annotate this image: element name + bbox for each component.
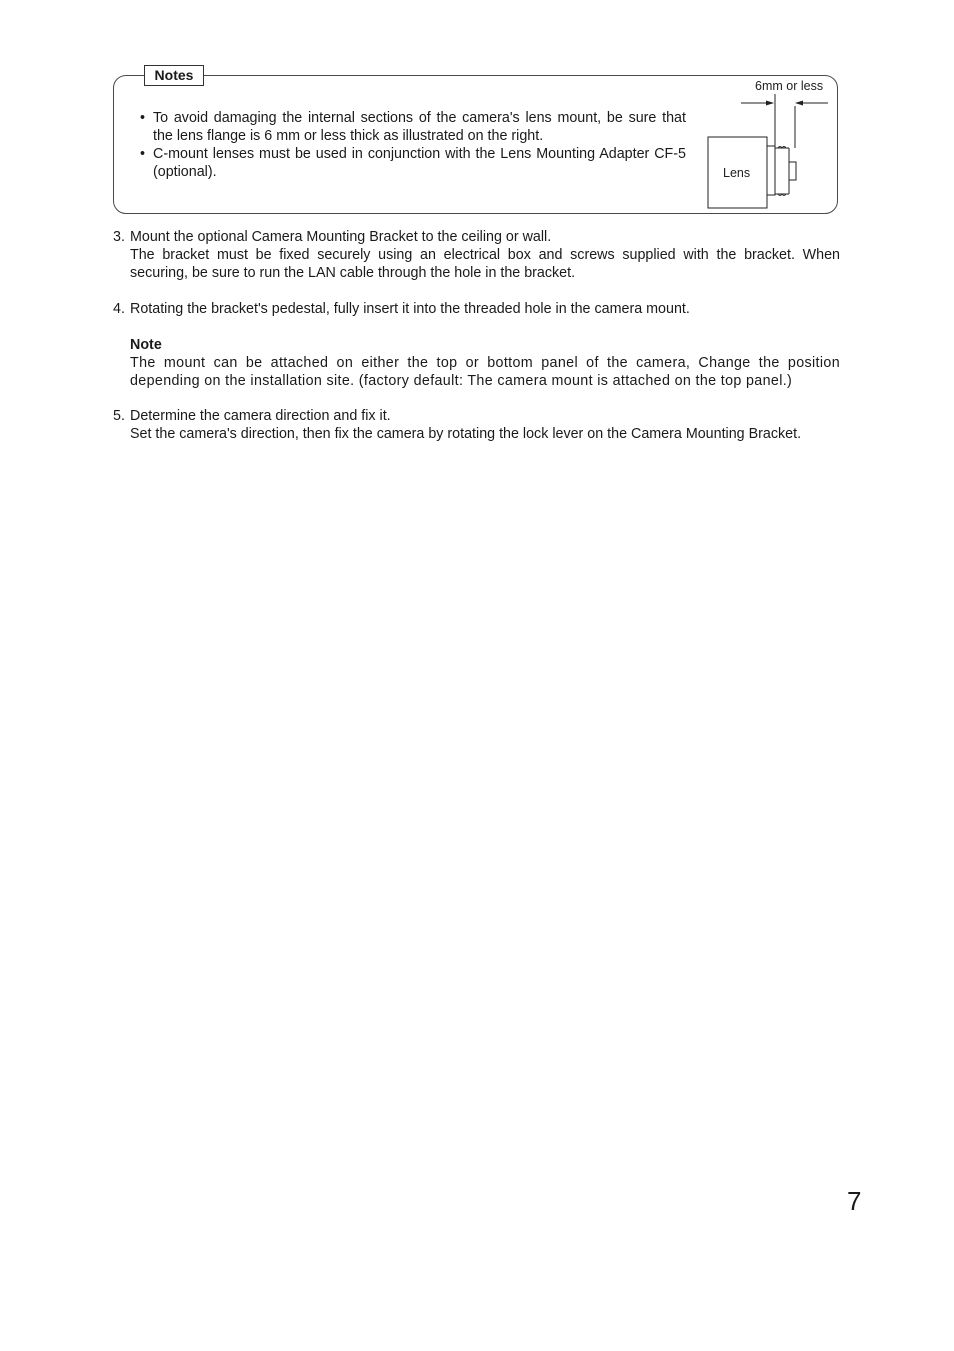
bullet: • (140, 146, 146, 162)
dimension-label: 6mm or less (755, 79, 824, 93)
lens-flange-diagram (700, 76, 836, 214)
notes-item-text: To avoid damaging the internal sections of the camera's lens mount, be sure that the lens flange is 6 mm or less thick as illustrated on the right. (153, 110, 686, 144)
notes-item (140, 145, 686, 181)
step-number: 4. (113, 301, 125, 317)
notes-tab-label: Notes (144, 65, 204, 86)
lens-thread (775, 147, 789, 196)
notes-list (140, 109, 686, 181)
arrowhead-left (766, 101, 774, 106)
step-title: Determine the camera direction and fix it. (130, 408, 391, 424)
step-number: 5. (113, 408, 125, 424)
step-5 (113, 407, 840, 443)
lens-mount-tip (789, 162, 796, 180)
step-detail: The bracket must be fixed securely using an electrical box and screws supplied with the bracket. When securing, be sure to run the LAN cable through the hole in the bracket. (130, 247, 840, 281)
note-heading: Note (130, 337, 162, 353)
step-title: Mount the optional Camera Mounting Bracket to the ceiling or wall. (130, 229, 552, 245)
lens-flange (767, 146, 775, 195)
step-detail: Set the camera's direction, then fix the camera by rotating the lock lever on the Camera Mounting Bracket. (130, 426, 802, 442)
lens-label: Lens (723, 166, 751, 180)
step-number: 3. (113, 229, 125, 245)
note-text: The mount can be attached on either the top or bottom panel of the camera, Change the position depending on the installation site. (factory default: The camera mount is attached on the top panel.) (130, 355, 840, 389)
notes-item-text: C-mount lenses must be used in conjunction with the Lens Mounting Adapter CF-5 (optional). (153, 146, 686, 180)
bullet: • (140, 110, 146, 126)
step-title: Rotating the bracket's pedestal, fully insert it into the threaded hole in the camera mount. (130, 301, 690, 317)
page-number: 7 (847, 1186, 862, 1216)
notes-item (140, 109, 686, 145)
step-4 (113, 300, 840, 390)
arrowhead-right (795, 101, 803, 106)
step-3 (113, 228, 840, 282)
